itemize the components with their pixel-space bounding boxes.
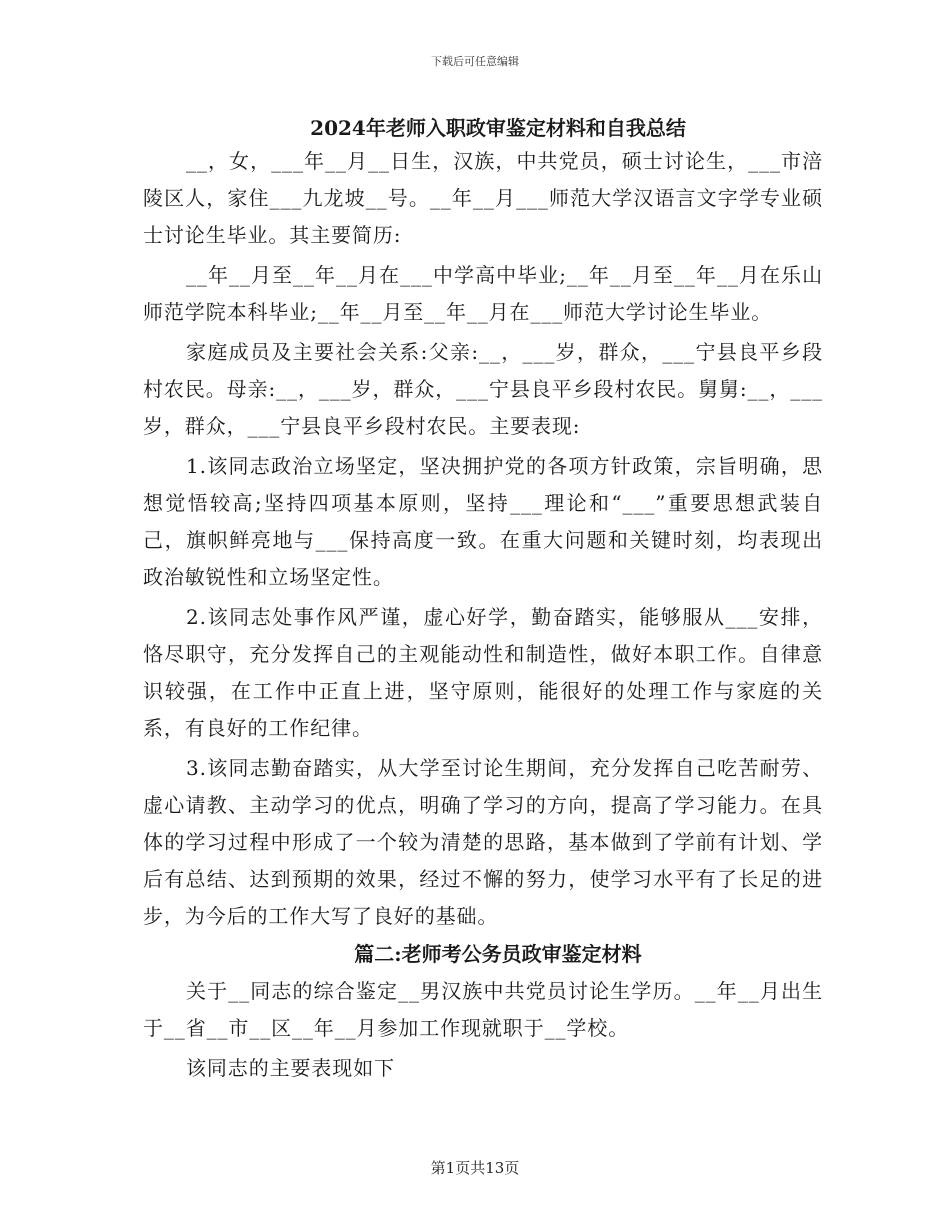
paragraph-point-1: 1.该同志政治立场坚定，坚决拥护党的各项方针政策，宗旨明确，思想觉悟较高;坚持四项基本原则，坚持___理论和“___”重要思想武装自己，旗帜鲜亮地与___保持高度一致。在重大问题和关键时刻，均表现出政治敏锐性和立场坚定性。	[143, 454, 823, 589]
paragraph-point-3: 3.该同志勤奋踏实，从大学至讨论生期间，充分发挥自己吃苦耐劳、虚心请教、主动学习的优点，明确了学习的方向，提高了学习能力。在具体的学习过程中形成了一个较为清楚的思路，基本做到了学前有计划、学后有总结、达到预期的效果，经过不懈的努力，使学习水平有了长足的进步，为今后的工作大写了良好的基础。	[143, 756, 823, 928]
section-2-paragraph-performance: 该同志的主要表现如下	[186, 1056, 395, 1080]
section-2-title: 篇二:老师考公务员政审鉴定材料	[354, 942, 642, 966]
paragraph-personal-info: __，女，___年__月__日生，汉族，中共党员，硕士讨论生，___市涪陵区人，家住___九龙坡__号。__年__月___师范大学汉语言文字学专业硕士讨论生毕业。其主要简历:	[143, 149, 823, 247]
paragraph-point-2: 2.该同志处事作风严谨，虚心好学，勤奋踏实，能够服从___安排，恪尽职守，充分发挥自己的主观能动性和制造性，做好本职工作。自律意识较强，在工作中正直上进，坚守原则，能很好的处理工作与家庭的关系，有良好的工作纪律。	[143, 605, 823, 740]
section-2-paragraph-intro: 关于__同志的综合鉴定__男汉族中共党员讨论生学历。__年__月出生于__省__市__区__年__月参加工作现就职于__学校。	[143, 979, 823, 1040]
page-footer-number: 第1页共13页	[430, 1159, 520, 1177]
paragraph-family: 家庭成员及主要社会关系:父亲:__，___岁，群众，___宁县良平乡段村农民。母亲:__，___岁，群众，___宁县良平乡段村农民。舅舅:__，___岁，群众，___宁县良平乡段村农民。主要表现:	[143, 340, 823, 438]
page-header-note: 下载后可任意编辑	[431, 55, 519, 68]
document-title: 2024年老师入职政审鉴定材料和自我总结	[310, 116, 686, 140]
document-body	[143, 113, 823, 1087]
paragraph-resume: __年__月至__年__月在___中学高中毕业;__年__月至__年__月在乐山师范学院本科毕业;__年__月至__年__月在___师范大学讨论生毕业。	[143, 263, 823, 324]
